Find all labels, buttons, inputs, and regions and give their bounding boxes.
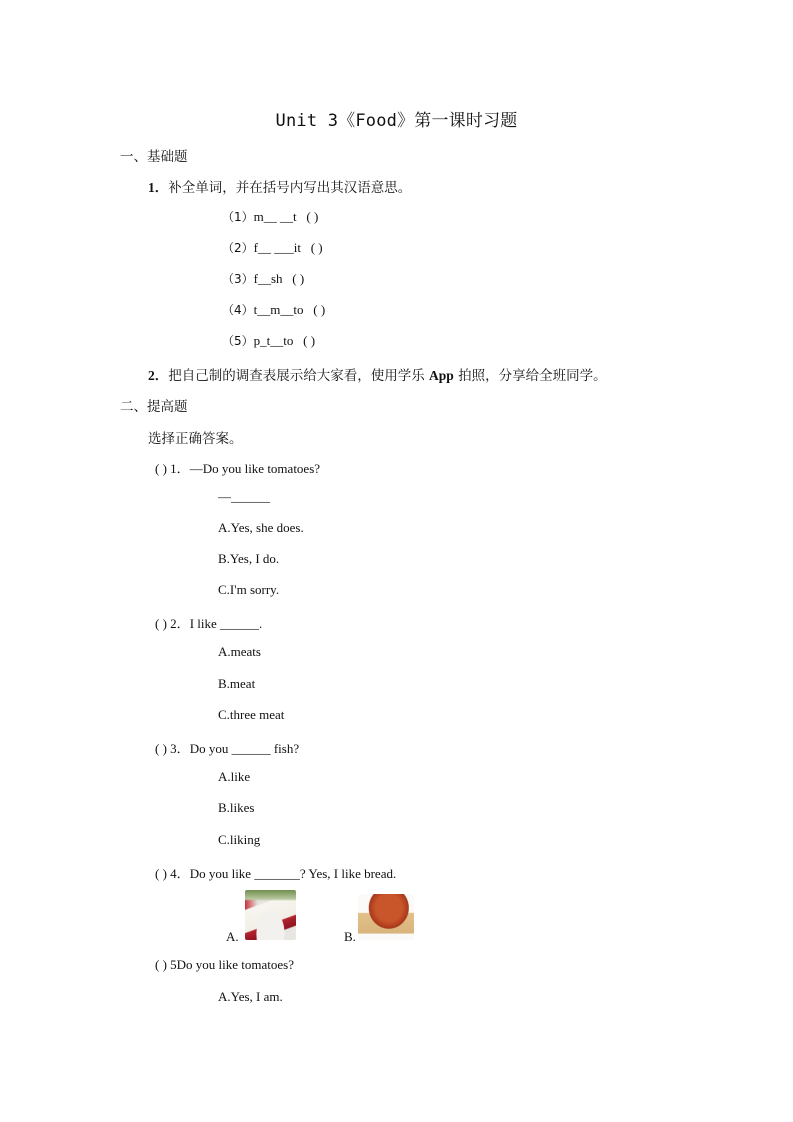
item-label: （4） — [222, 303, 254, 317]
fill-item-5 — [222, 332, 315, 349]
question-text: Do you ______ fish? — [189, 741, 300, 756]
fill-item-2 — [222, 239, 323, 256]
question-text: Do you like tomatoes? — [176, 957, 295, 972]
question-1 — [148, 176, 411, 196]
item-word: f__ ___it — [253, 240, 301, 255]
answer-paren[interactable]: ( ) — [155, 866, 167, 881]
question-text-end: 拍照，分享给全班同学。 — [453, 368, 607, 384]
page-title: Unit 3《Food》第一课时习题 — [275, 111, 518, 131]
option-b[interactable]: B.meat — [218, 676, 256, 691]
image-option-b-label[interactable]: B. — [344, 929, 356, 944]
item-word: t__m__to — [253, 302, 304, 317]
fill-item-4 — [222, 301, 325, 318]
answer-paren[interactable]: ( ) — [155, 741, 167, 756]
item-label: （5） — [222, 334, 254, 348]
option-a[interactable]: A.Yes, she does. — [218, 520, 304, 535]
answer-paren[interactable]: ( ) — [310, 240, 323, 255]
item-label: （1） — [222, 210, 254, 224]
fill-item-1 — [222, 208, 318, 225]
answer-paren[interactable]: ( ) — [155, 616, 167, 631]
mc-question-1 — [155, 458, 320, 477]
bread-image — [358, 894, 414, 940]
answer-paren[interactable]: ( ) — [303, 333, 316, 348]
section-heading-advanced: 二、提高题 — [120, 399, 188, 415]
item-word: m__ __t — [253, 209, 297, 224]
question-number: 3． — [170, 741, 190, 756]
question-2 — [148, 364, 607, 384]
item-label: （3） — [222, 272, 254, 286]
question-number: 5 — [170, 957, 177, 972]
section-heading-basic: 一、基础题 — [120, 149, 188, 165]
mc-question-3 — [155, 738, 299, 757]
question-number: 1． — [148, 180, 169, 195]
option-a[interactable]: A.Yes, I am. — [218, 989, 283, 1004]
question-text: 把自己制的调查表展示给大家看，使用学乐 — [168, 368, 430, 384]
answer-paren[interactable]: ( ) — [306, 209, 319, 224]
item-word: p_t__to — [253, 333, 294, 348]
mc-question-5 — [155, 957, 294, 973]
fill-item-3 — [222, 270, 304, 287]
cake-image — [245, 890, 296, 940]
image-option-a-label[interactable]: A. — [226, 929, 239, 944]
mc-question-2 — [155, 613, 262, 632]
option-b[interactable]: B.Yes, I do. — [218, 551, 280, 566]
option-a[interactable]: A.like — [218, 769, 251, 784]
question-text: 补全单词，并在括号内写出其汉语意思。 — [168, 180, 412, 196]
question-number: 2． — [170, 616, 190, 631]
question-text: Do you like _______? Yes, I like bread. — [189, 866, 397, 881]
item-word: f__sh — [253, 271, 283, 286]
option-b[interactable]: B.likes — [218, 800, 255, 815]
question-number: 1． — [170, 461, 190, 476]
answer-paren[interactable]: ( ) — [292, 271, 305, 286]
option-c[interactable]: C.I'm sorry. — [218, 582, 280, 597]
answer-paren[interactable]: ( ) — [313, 302, 326, 317]
question-number: 4． — [170, 866, 190, 881]
mc-question-4 — [155, 863, 396, 882]
option-c[interactable]: C.liking — [218, 832, 261, 847]
answer-line: —______ — [218, 489, 270, 504]
question-text: —Do you like tomatoes? — [189, 461, 321, 476]
app-name: App — [429, 368, 454, 383]
question-text: I like ______. — [189, 616, 263, 631]
option-c[interactable]: C.three meat — [218, 707, 285, 722]
option-a[interactable]: A.meats — [218, 644, 261, 659]
answer-paren[interactable]: ( ) — [155, 461, 167, 476]
item-label: （2） — [222, 241, 254, 255]
answer-paren[interactable]: ( ) — [155, 957, 167, 972]
instruction: 选择正确答案。 — [148, 431, 243, 447]
question-number: 2． — [148, 368, 169, 383]
